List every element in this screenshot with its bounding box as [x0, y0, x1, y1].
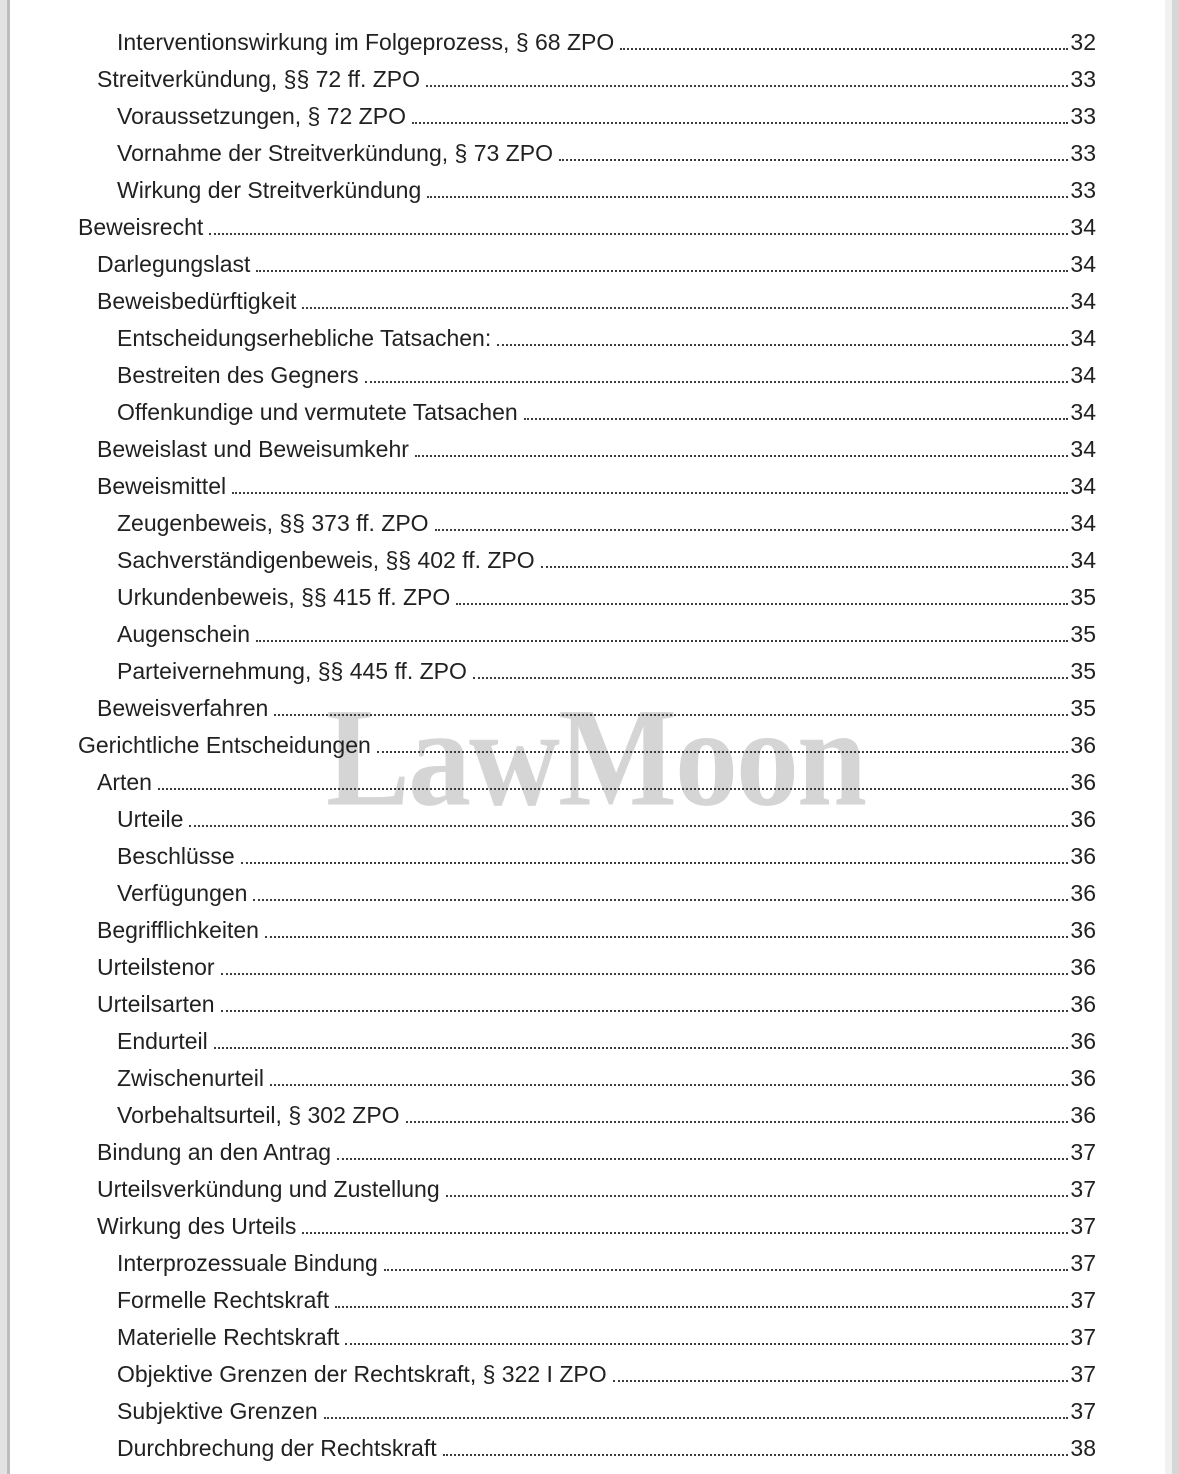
toc-entry-label: Augenschein [117, 621, 250, 647]
toc-entry [10, 838, 1166, 875]
toc-entry-label: Begrifflichkeiten [97, 917, 259, 943]
dot-leader [345, 1343, 1068, 1345]
toc-entry-label: Objektive Grenzen der Rechtskraft, § 322 I ZPO [117, 1361, 607, 1387]
toc-entry-page-number: 37 [1070, 1287, 1096, 1313]
toc-entry-label: Urteilstenor [97, 954, 215, 980]
dot-leader [384, 1269, 1069, 1271]
toc-entry [10, 357, 1166, 394]
toc-entry-page-number: 34 [1070, 214, 1096, 240]
toc-entry-page-number: 34 [1070, 251, 1096, 277]
toc-entry [10, 1393, 1166, 1430]
toc-entry-label: Urkundenbeweis, §§ 415 ff. ZPO [117, 584, 451, 610]
dot-leader [221, 1010, 1069, 1012]
toc-entry-page-number: 36 [1070, 1102, 1096, 1128]
dot-leader [406, 1121, 1069, 1123]
toc-entry [10, 209, 1166, 246]
toc-entry-page-number: 36 [1070, 769, 1096, 795]
toc-entry-label: Interventionswirkung im Folgeprozess, § 68 ZPO [117, 29, 615, 55]
dot-leader [427, 196, 1068, 198]
toc-entry [10, 579, 1166, 616]
toc-entry [10, 912, 1166, 949]
toc-entry [10, 801, 1166, 838]
toc-entry [10, 283, 1166, 320]
toc-entry [10, 1023, 1166, 1060]
dot-leader [497, 344, 1068, 346]
toc-entry-label: Beweismittel [97, 473, 227, 499]
toc-entry-page-number: 37 [1070, 1361, 1096, 1387]
toc-entry-label: Zwischenurteil [117, 1065, 264, 1091]
toc-entry-label: Endurteil [117, 1028, 208, 1054]
toc-entry-page-number: 36 [1070, 880, 1096, 906]
dot-leader [620, 48, 1068, 50]
dot-leader [412, 122, 1068, 124]
toc-entry-page-number: 34 [1070, 473, 1096, 499]
toc-entry-label: Vornahme der Streitverkündung, § 73 ZPO [117, 140, 553, 166]
dot-leader [232, 492, 1068, 494]
dot-leader [253, 899, 1068, 901]
toc-entry-label: Wirkung der Streitverkündung [117, 177, 422, 203]
toc-entry [10, 1134, 1166, 1171]
toc-entry-label: Subjektive Grenzen [117, 1398, 318, 1424]
toc-entry-label: Darlegungslast [97, 251, 251, 277]
toc-entry-page-number: 35 [1070, 695, 1096, 721]
toc-entry-page-number: 36 [1070, 1028, 1096, 1054]
toc-entry-label: Urteilsverkündung und Zustellung [97, 1176, 440, 1202]
dot-leader [559, 159, 1068, 161]
dot-leader [214, 1047, 1069, 1049]
toc-entry [10, 1430, 1166, 1467]
dot-leader [456, 603, 1068, 605]
toc-entry [10, 875, 1166, 912]
toc-entry-label: Bestreiten des Gegners [117, 362, 359, 388]
toc-entry-page-number: 35 [1070, 584, 1096, 610]
dot-leader [446, 1195, 1069, 1197]
toc-entry-label: Streitverkündung, §§ 72 ff. ZPO [97, 66, 421, 92]
toc-entry-label: Parteivernehmung, §§ 445 ff. ZPO [117, 658, 467, 684]
toc-entry-label: Zeugenbeweis, §§ 373 ff. ZPO [117, 510, 429, 536]
dot-leader [265, 936, 1068, 938]
dot-leader [443, 1454, 1069, 1456]
toc-entry-page-number: 33 [1070, 140, 1096, 166]
dot-leader [541, 566, 1069, 568]
dot-leader [473, 677, 1069, 679]
toc-entry [10, 653, 1166, 690]
lawmoon-watermark: LawMoon [326, 680, 866, 836]
page-left-edge-line [7, 0, 10, 1474]
toc-entry [10, 949, 1166, 986]
toc-entry-label: Interprozessuale Bindung [117, 1250, 378, 1276]
toc-entry-label: Beweisrecht [78, 214, 204, 240]
toc-entry-label: Urteilsarten [97, 991, 215, 1017]
toc-entry-page-number: 33 [1070, 103, 1096, 129]
toc-entry-page-number: 35 [1070, 658, 1096, 684]
toc-entry [10, 727, 1166, 764]
dot-leader [426, 85, 1068, 87]
dot-leader [209, 233, 1068, 235]
toc-entry [10, 1282, 1166, 1319]
toc-entry [10, 690, 1166, 727]
toc-entry-page-number: 36 [1070, 954, 1096, 980]
toc-entry-page-number: 34 [1070, 510, 1096, 536]
toc-entry-page-number: 32 [1070, 29, 1096, 55]
toc-entry-page-number: 34 [1070, 288, 1096, 314]
toc-entry-page-number: 34 [1070, 436, 1096, 462]
toc-entry [10, 172, 1166, 209]
dot-leader [158, 788, 1068, 790]
dot-leader [270, 1084, 1068, 1086]
toc-entry-label: Entscheidungserhebliche Tatsachen: [117, 325, 492, 351]
toc-entry-page-number: 37 [1070, 1176, 1096, 1202]
toc-entry-page-number: 35 [1070, 621, 1096, 647]
toc-entry [10, 135, 1166, 172]
dot-leader [435, 529, 1069, 531]
toc-entry-label: Arten [97, 769, 152, 795]
toc-entry-page-number: 33 [1070, 66, 1096, 92]
toc-entry-page-number: 36 [1070, 1065, 1096, 1091]
dot-leader [324, 1417, 1069, 1419]
toc-entry-page-number: 36 [1070, 732, 1096, 758]
toc-entry-page-number: 37 [1070, 1139, 1096, 1165]
toc-entry [10, 1208, 1166, 1245]
toc-entry [10, 1356, 1166, 1393]
toc-entry [10, 986, 1166, 1023]
toc-entry-label: Beweisbedürftigkeit [97, 288, 297, 314]
page-right-edge-strip [1165, 0, 1172, 1474]
toc-entry [10, 394, 1166, 431]
toc-entry [10, 1171, 1166, 1208]
toc-entry [10, 61, 1166, 98]
toc-entry-page-number: 33 [1070, 177, 1096, 203]
page-left-edge-strip [0, 0, 7, 1474]
toc-entry [10, 98, 1166, 135]
toc-entry-label: Bindung an den Antrag [97, 1139, 332, 1165]
dot-leader [189, 825, 1068, 827]
toc-entry-page-number: 36 [1070, 806, 1096, 832]
toc-entry-label: Voraussetzungen, § 72 ZPO [117, 103, 406, 129]
dot-leader [302, 307, 1068, 309]
toc-entry-label: Materielle Rechtskraft [117, 1324, 340, 1350]
toc-entry-label: Offenkundige und vermutete Tatsachen [117, 399, 518, 425]
toc-entry [10, 1060, 1166, 1097]
toc-entry [10, 468, 1166, 505]
toc-entry-label: Formelle Rechtskraft [117, 1287, 330, 1313]
toc-entry-page-number: 36 [1070, 917, 1096, 943]
toc-entry-page-number: 34 [1070, 547, 1096, 573]
dot-leader [613, 1380, 1069, 1382]
toc-entry [10, 542, 1166, 579]
toc-list [10, 24, 1166, 1467]
toc-entry [10, 320, 1166, 357]
toc-entry-label: Urteile [117, 806, 184, 832]
toc-entry-label: Beweisverfahren [97, 695, 269, 721]
dot-leader [221, 973, 1069, 975]
toc-entry-page-number: 36 [1070, 843, 1096, 869]
toc-entry [10, 246, 1166, 283]
dot-leader [524, 418, 1069, 420]
toc-entry [10, 431, 1166, 468]
dot-leader [241, 862, 1069, 864]
toc-entry-label: Beschlüsse [117, 843, 235, 869]
page-right-edge-border [1172, 0, 1179, 1474]
toc-entry-page-number: 36 [1070, 991, 1096, 1017]
toc-entry-page-number: 37 [1070, 1250, 1096, 1276]
dot-leader [256, 270, 1068, 272]
dot-leader [415, 455, 1068, 457]
toc-entry-label: Sachverständigenbeweis, §§ 402 ff. ZPO [117, 547, 535, 573]
toc-entry [10, 1319, 1166, 1356]
toc-entry-label: Wirkung des Urteils [97, 1213, 297, 1239]
toc-entry-page-number: 37 [1070, 1213, 1096, 1239]
dot-leader [365, 381, 1069, 383]
toc-entry [10, 764, 1166, 801]
toc-entry-page-number: 37 [1070, 1398, 1096, 1424]
dot-leader [377, 751, 1069, 753]
toc-entry-page-number: 34 [1070, 362, 1096, 388]
toc-entry-page-number: 34 [1070, 325, 1096, 351]
dot-leader [274, 714, 1068, 716]
dot-leader [335, 1306, 1068, 1308]
toc-entry [10, 505, 1166, 542]
dot-leader [256, 640, 1068, 642]
toc-entry-page-number: 37 [1070, 1324, 1096, 1350]
toc-entry-label: Vorbehaltsurteil, § 302 ZPO [117, 1102, 400, 1128]
toc-entry [10, 616, 1166, 653]
dot-leader [302, 1232, 1068, 1234]
toc-entry-label: Durchbrechung der Rechtskraft [117, 1435, 437, 1461]
toc-entry-label: Verfügungen [117, 880, 248, 906]
toc-entry [10, 1097, 1166, 1134]
toc-entry-label: Gerichtliche Entscheidungen [78, 732, 371, 758]
dot-leader [337, 1158, 1068, 1160]
toc-entry-label: Beweislast und Beweisumkehr [97, 436, 409, 462]
toc-entry-page-number: 34 [1070, 399, 1096, 425]
toc-entry-page-number: 38 [1070, 1435, 1096, 1461]
toc-entry [10, 24, 1166, 61]
toc-entry [10, 1245, 1166, 1282]
